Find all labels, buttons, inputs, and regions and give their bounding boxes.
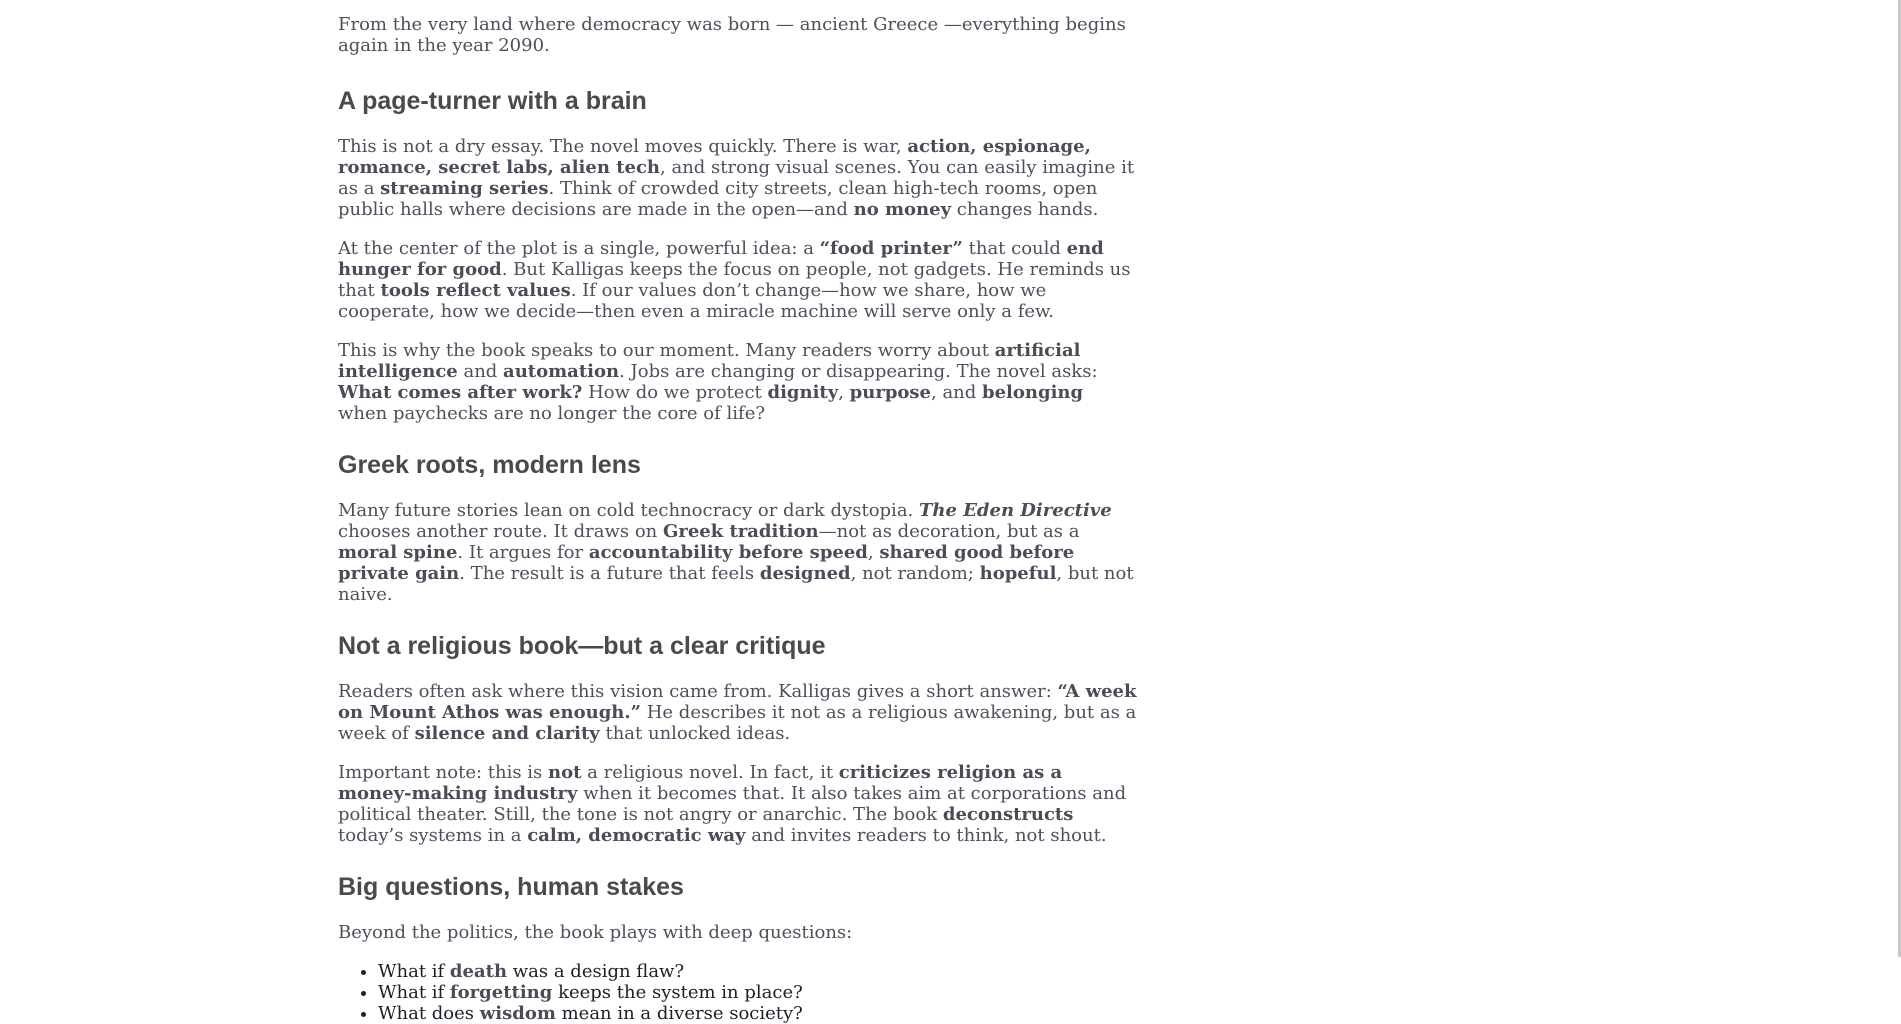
- bold-text: designed: [759, 563, 851, 584]
- paragraph-page-turner-1: This is not a dry essay. The novel moves quickly. There is war, action, espionage, romance, secret labs, alien tech, and strong visual scenes. You can easily imagine it as a streaming series. Think of crowded city streets, clean high-tech rooms, open public halls where decisions are made in the open—and no money changes hands.: [338, 136, 1135, 220]
- paragraph-religious-critique-1: Readers often ask where this vision came from. Kalligas gives a short answer: “A week on Mount Athos was enough.” He describes it not as a religious awakening, but as a week of silence and clarity that unlocked ideas.: [338, 681, 1137, 744]
- bold-text: wisdom: [479, 1003, 556, 1024]
- bold-text: belonging: [982, 382, 1084, 403]
- bold-text: What comes after work?: [338, 382, 583, 403]
- paragraph-religious-critique-2: Important note: this is not a religious novel. In fact, it criticizes religion as a money-making industry when it becomes that. It also takes aim at corporations and political theater. Still, the tone is not angry or anarchic. The book deconstructs today’s systems in a calm, democratic way and invites readers to think, not shout.: [338, 762, 1127, 846]
- bold-text: artificial intelligence: [338, 340, 1081, 382]
- bold-text: purpose: [849, 382, 931, 403]
- bold-text: calm, democratic way: [527, 825, 746, 846]
- bold-text: moral spine: [338, 542, 458, 563]
- bold-text: “A week on Mount Athos was enough.”: [338, 681, 1137, 723]
- article-body: [338, 14, 1138, 1024]
- bold-text: no money: [853, 199, 952, 220]
- bold-text: action, espionage, romance, secret labs, alien tech: [338, 136, 1091, 178]
- section-heading-greek-roots: Greek roots, modern lens: [338, 451, 641, 479]
- bold-text: death: [449, 961, 508, 982]
- bold-text: criticizes religion as a money-making industry: [338, 762, 1063, 804]
- bold-text: streaming series: [380, 178, 549, 199]
- bold-text: accountability before speed: [588, 542, 868, 563]
- section-heading-religious-critique: Not a religious book—but a clear critique: [338, 632, 826, 660]
- bold-text: automation: [503, 361, 620, 382]
- list-item: • What if death was a design flaw?: [378, 961, 1138, 982]
- bold-text: tools reflect values: [380, 280, 571, 301]
- bold-text: shared good before private gain: [338, 542, 1075, 584]
- list-item: • What if forgetting keeps the system in place?: [378, 982, 1138, 1003]
- bold-text: end hunger for good: [338, 238, 1104, 280]
- paragraph-page-turner-3: This is why the book speaks to our moment. Many readers worry about artificial intelligence and automation. Jobs are changing or disappearing. The novel asks: What comes after work? How do we protect dignity, purpose, and belonging when paychecks are no longer the core of life?: [338, 340, 1098, 424]
- bold-text: silence and clarity: [414, 723, 600, 744]
- section-heading-page-turner: A page-turner with a brain: [338, 87, 647, 115]
- section-heading-big-questions: Big questions, human stakes: [338, 873, 684, 901]
- book-title: The Eden Directive: [919, 500, 1112, 521]
- questions-list: [338, 961, 1138, 1024]
- bold-text: not: [548, 762, 582, 783]
- bold-text: Greek tradition: [662, 521, 819, 542]
- intro-paragraph: [338, 14, 1138, 56]
- list-item: • What does wisdom mean in a diverse society?: [378, 1003, 1138, 1024]
- bold-text: forgetting: [449, 982, 553, 1003]
- bold-text: dignity: [767, 382, 839, 403]
- paragraph-greek-roots-1: Many future stories lean on cold technocracy or dark dystopia. The Eden Directive chooses another route. It draws on Greek tradition—not as decoration, but as a moral spine. It argues for accountability before speed, shared good before private gain. The result is a future that feels designed, not random; hopeful, but not naive.: [338, 500, 1134, 605]
- paragraph-page-turner-2: At the center of the plot is a single, powerful idea: a “food printer” that could end hunger for good. But Kalligas keeps the focus on people, not gadgets. He reminds us that tools reflect values. If our values don’t change—how we share, how we cooperate, how we decide—then even a miracle machine will serve only a few.: [338, 238, 1131, 322]
- bold-text: hopeful: [979, 563, 1057, 584]
- bold-text: “food printer”: [819, 238, 963, 259]
- paragraph-big-questions-1: Beyond the politics, the book plays with deep questions:: [338, 922, 853, 943]
- intro-text: From the very land where democracy was born — ancient Greece —everything begins again in the year 2090.: [338, 14, 1126, 56]
- bold-text: deconstructs: [942, 804, 1074, 825]
